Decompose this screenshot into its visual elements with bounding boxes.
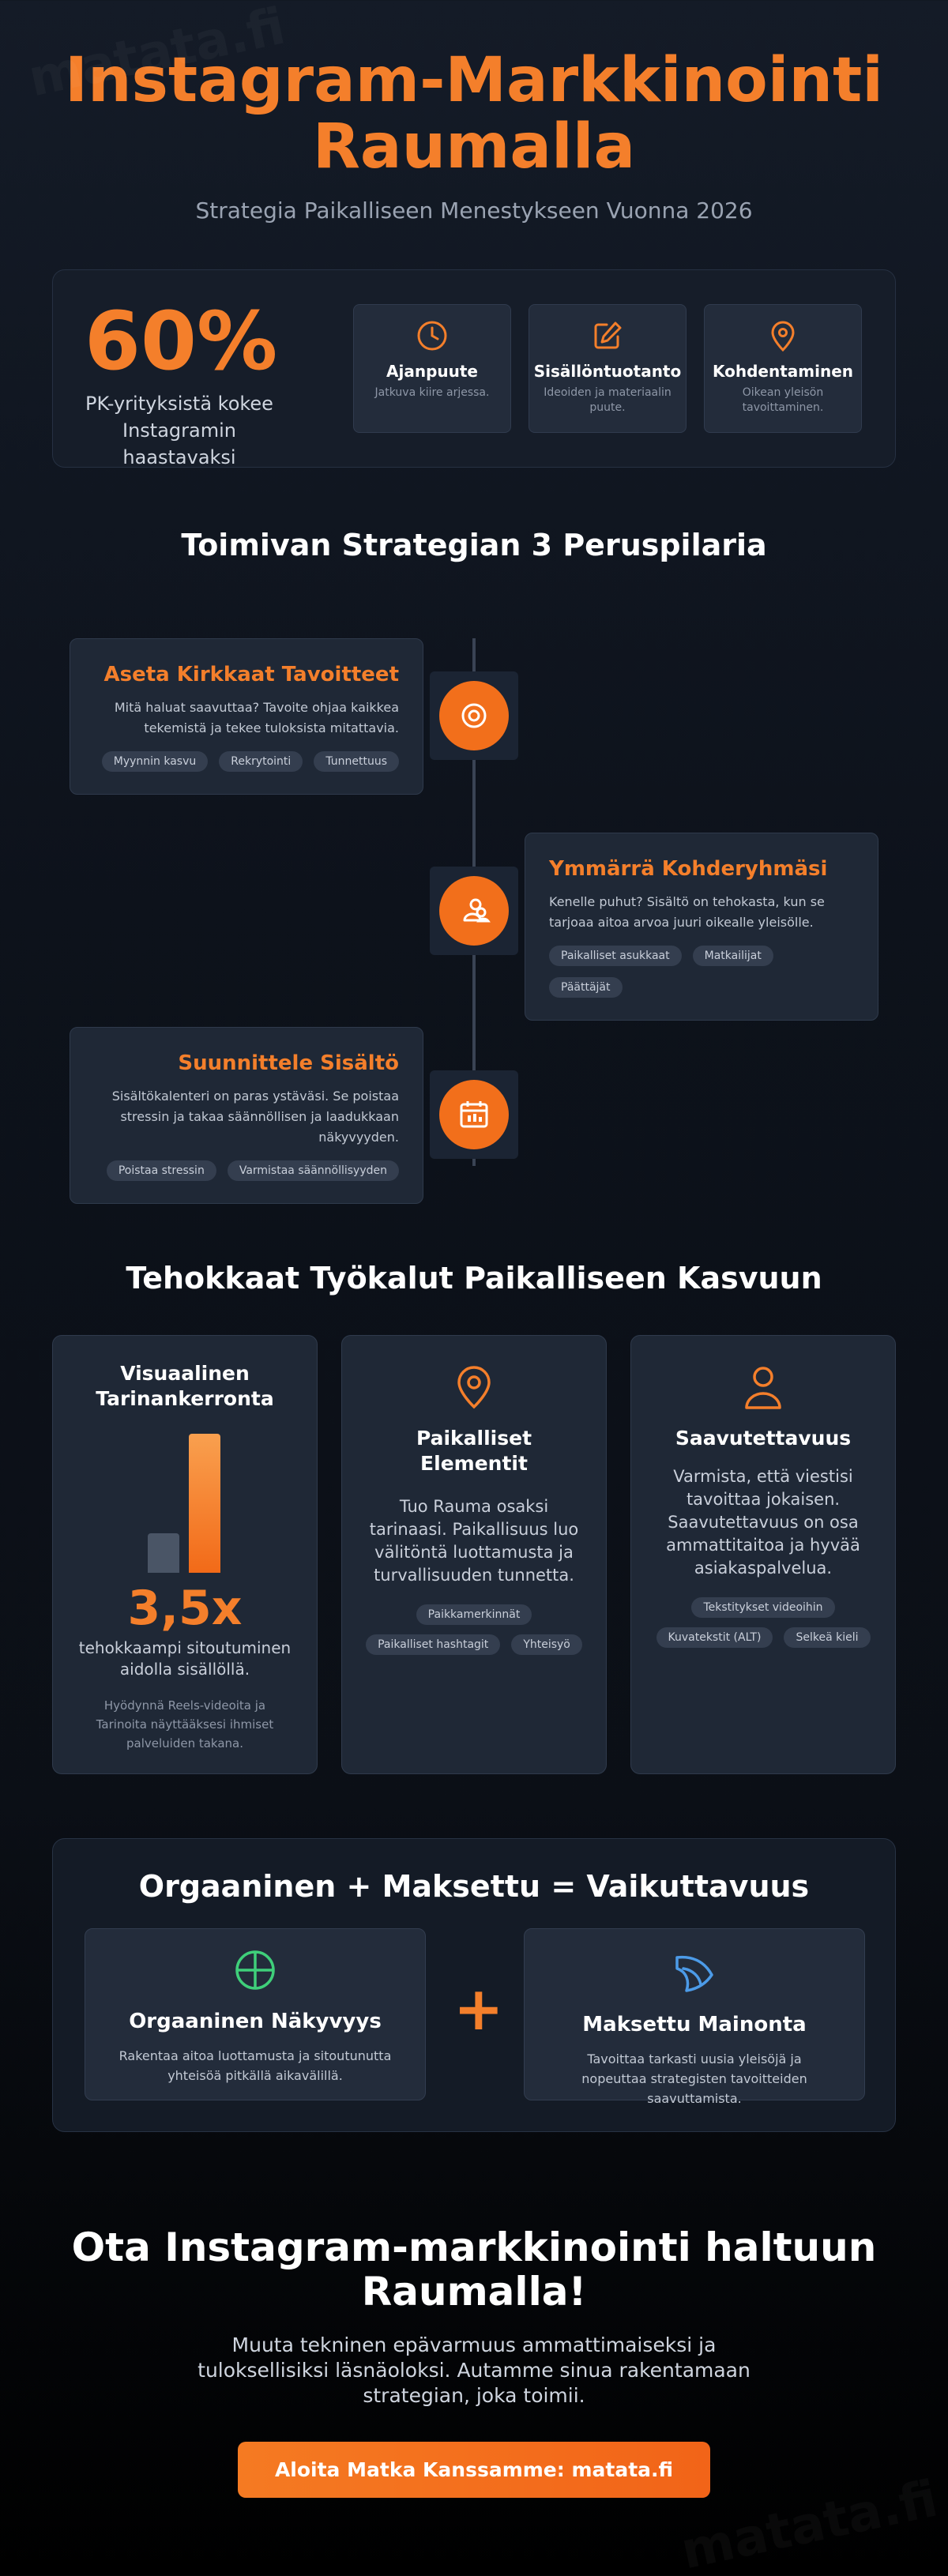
challenge-desc: Ideoiden ja materiaalin puute. bbox=[544, 386, 672, 414]
page-subtitle: Strategia Paikalliseen Menestykseen Vuonna 2026 bbox=[195, 197, 753, 224]
tool-title: Paikalliset Elementit bbox=[416, 1427, 532, 1475]
pillars-title: Toimivan Strategian 3 Peruspilaria bbox=[181, 528, 767, 562]
tool-title: Visuaalinen Tarinankerronta bbox=[96, 1362, 274, 1410]
person-icon bbox=[631, 1364, 895, 1413]
challenge-title: Sisällöntuotanto bbox=[533, 362, 682, 381]
pillar-desc: Mitä haluat saavuttaa? Tavoite ohjaa kaikkea tekemistä ja tekee tuloksista mitattavia. bbox=[114, 700, 399, 735]
pillar-card-audience bbox=[525, 833, 878, 1021]
pillar-desc: Sisältökalenteri on paras ystäväsi. Se poistaa stressin ja takaa säännöllisen ja laadukkaan näkyvyyden. bbox=[111, 1089, 399, 1145]
organic-desc: Rakentaa aitoa luottamusta ja sitoutunutta yhteisöä pitkällä aikavälillä. bbox=[118, 2048, 392, 2083]
megaphone-icon bbox=[525, 1948, 864, 1999]
stats-panel bbox=[52, 269, 896, 468]
tag: Kuvatekstit (ALT) bbox=[656, 1627, 773, 1648]
edit-icon bbox=[529, 318, 686, 354]
tool-tags bbox=[631, 1597, 895, 1648]
cta-title: Ota Instagram-markkinointi haltuun Raumalla! bbox=[71, 2224, 877, 2315]
organic-card bbox=[85, 1928, 426, 2100]
pillar-title: Ymmärrä Kohderyhmäsi bbox=[549, 857, 828, 881]
formula-title: Orgaaninen + Maksettu = Vaikuttavuus bbox=[138, 1869, 810, 1904]
tag: Rekrytointi bbox=[219, 751, 303, 772]
target-icon bbox=[439, 681, 509, 750]
crosshair-icon bbox=[85, 1948, 425, 1995]
challenge-card-targeting bbox=[704, 304, 862, 433]
tag: Varmistaa säännöllisyyden bbox=[228, 1160, 399, 1181]
paid-desc: Tavoittaa tarkasti uusia yleisöjä ja nopeuttaa strategisten tavoitteiden saavuttamista. bbox=[581, 2051, 807, 2106]
tag: Yhteisyö bbox=[511, 1634, 582, 1655]
tag: Tekstitykset videoihin bbox=[691, 1597, 834, 1618]
pillar-title: Suunnittele Sisältö bbox=[178, 1051, 399, 1075]
tool-card-local bbox=[341, 1335, 607, 1774]
cta-body: Muuta tekninen epävarmuus ammattimaiseksi ja tuloksellisiksi läsnäoloksi. Autamme sinua rakentamaan strategian, joka toimii. bbox=[198, 2333, 750, 2407]
bar-authentic bbox=[189, 1434, 220, 1573]
pillar-card-content bbox=[70, 1027, 423, 1204]
tag: Poistaa stressin bbox=[107, 1160, 216, 1181]
paid-card bbox=[524, 1928, 865, 2106]
tool-card-visual bbox=[52, 1335, 318, 1774]
challenge-desc: Jatkuva kiire arjessa. bbox=[374, 386, 490, 399]
challenge-desc: Oikean yleisön tavoittaminen. bbox=[742, 386, 824, 414]
timeline-node-3 bbox=[430, 1070, 518, 1159]
location-pin-icon bbox=[705, 318, 861, 354]
tool-body: Varmista, että viestisi tavoittaa jokaisen. Saavutettavuus on osa ammattitaitoa ja hyvää asiakaspalvelua. bbox=[666, 1467, 860, 1578]
tool-card-accessibility bbox=[630, 1335, 896, 1774]
tools-title: Tehokkaat Työkalut Paikalliseen Kasvuun bbox=[126, 1261, 822, 1296]
tag: Matkailijat bbox=[693, 946, 773, 966]
pillar-desc: Kenelle puhut? Sisältö on tehokasta, kun se tarjoaa aitoa arvoa juuri oikealle yleisölle. bbox=[549, 894, 825, 930]
tool-stat-label: tehokkaampi sitoutuminen aidolla sisällöllä. bbox=[78, 1638, 292, 1679]
tag: Selkeä kieli bbox=[784, 1627, 870, 1648]
pillar-tags bbox=[94, 751, 399, 772]
challenge-title: Kohdentaminen bbox=[712, 362, 854, 381]
stat-block bbox=[85, 295, 278, 471]
clock-icon bbox=[354, 318, 510, 354]
challenge-title: Ajanpuute bbox=[386, 362, 478, 381]
pillar-tags bbox=[94, 1160, 399, 1181]
location-pin-icon bbox=[342, 1364, 606, 1413]
pillar-tags bbox=[549, 946, 854, 998]
pillar-card-goals bbox=[70, 638, 423, 795]
engagement-bar-chart bbox=[53, 1427, 317, 1573]
bar-baseline bbox=[148, 1533, 179, 1573]
cta-button[interactable]: Aloita Matka Kanssamme: matata.fi bbox=[238, 2442, 710, 2498]
page-title: Instagram-Markkinointi Raumalla bbox=[64, 45, 884, 182]
stat-label: PK-yrityksistä kokee Instagramin haastavaksi bbox=[85, 393, 273, 468]
challenge-card-content bbox=[529, 304, 687, 433]
tag: Paikalliset hashtagit bbox=[366, 1634, 500, 1655]
organic-title: Orgaaninen Näkyvyys bbox=[129, 2010, 382, 2033]
cta-section bbox=[0, 2225, 948, 2498]
tag: Myynnin kasvu bbox=[102, 751, 209, 772]
tool-body: Tuo Rauma osaksi tarinaasi. Paikallisuus luo välitöntä luottamusta ja turvallisuuden tunnetta. bbox=[369, 1497, 579, 1585]
timeline-node-1 bbox=[430, 671, 518, 760]
calendar-icon bbox=[439, 1080, 509, 1149]
stat-percent: 60% bbox=[85, 295, 278, 389]
tag: Tunnettuus bbox=[314, 751, 399, 772]
plus-sign: + bbox=[453, 1973, 504, 2044]
tool-note: Hyödynnä Reels-videoita ja Tarinoita näyttääksesi ihmiset palveluiden takana. bbox=[96, 1698, 274, 1751]
tool-tags bbox=[342, 1604, 606, 1655]
paid-title: Maksettu Mainonta bbox=[582, 2013, 807, 2036]
timeline-node-2 bbox=[430, 867, 518, 955]
tool-stat: 3,5x bbox=[127, 1581, 243, 1636]
tag: Paikalliset asukkaat bbox=[549, 946, 682, 966]
formula-panel bbox=[52, 1838, 896, 2132]
tag: Paikkamerkinnät bbox=[416, 1604, 532, 1625]
challenge-card-time bbox=[353, 304, 511, 433]
users-icon bbox=[439, 876, 509, 946]
tool-title: Saavutettavuus bbox=[675, 1427, 852, 1450]
tag: Päättäjät bbox=[549, 977, 623, 998]
pillar-title: Aseta Kirkkaat Tavoitteet bbox=[103, 663, 399, 686]
